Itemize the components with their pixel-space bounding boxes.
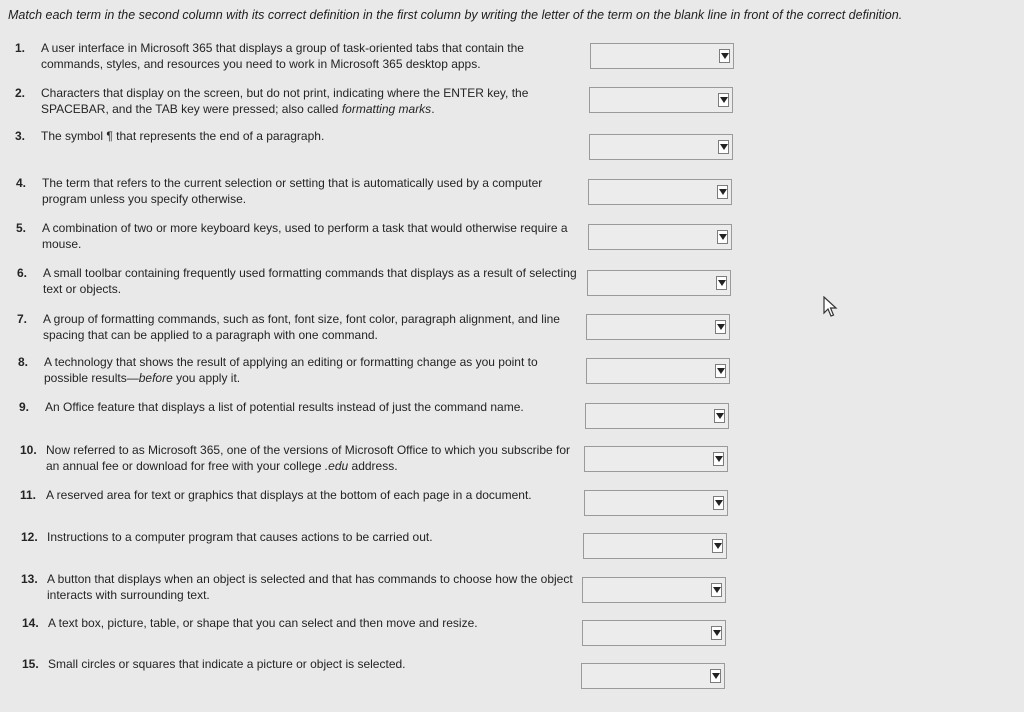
question-number: 1. (15, 41, 26, 55)
question-number: 15. (22, 657, 39, 671)
question-number: 5. (16, 221, 27, 235)
answer-dropdown[interactable] (588, 179, 732, 205)
answer-dropdown[interactable] (583, 533, 727, 559)
question-number: 14. (22, 616, 39, 630)
chevron-down-icon[interactable] (716, 276, 727, 290)
question-text: A group of formatting commands, such as font, font size, font color, paragraph alignment, and line spacing that can be applied to a paragraph with one command. (43, 312, 560, 342)
chevron-down-icon[interactable] (719, 49, 730, 63)
question-number: 2. (15, 86, 26, 100)
question-text: Characters that display on the screen, but do not print, indicating where the ENTER key, the SPACEBAR, and the TAB key were pressed; also called formatting marks. (41, 86, 529, 116)
question-text: A small toolbar containing frequently used formatting commands that displays as a result of selecting text or objects. (43, 266, 577, 296)
question-number: 4. (16, 176, 27, 190)
answer-dropdown[interactable] (584, 446, 728, 472)
question-number: 12. (21, 530, 38, 544)
question-number: 9. (19, 400, 30, 414)
chevron-down-icon[interactable] (715, 364, 726, 378)
chevron-down-icon[interactable] (712, 539, 723, 553)
answer-dropdown[interactable] (586, 358, 730, 384)
question-text: A technology that shows the result of applying an editing or formatting change as you point to possible results—before you apply it. (44, 355, 538, 385)
answer-dropdown[interactable] (582, 620, 726, 646)
answer-dropdown[interactable] (581, 663, 725, 689)
question-text: A button that displays when an object is selected and that has commands to choose how the object interacts with surrounding text. (47, 572, 573, 602)
question-number: 3. (15, 129, 26, 143)
chevron-down-icon[interactable] (715, 320, 726, 334)
answer-dropdown[interactable] (588, 224, 732, 250)
chevron-down-icon[interactable] (714, 409, 725, 423)
answer-dropdown[interactable] (586, 314, 730, 340)
chevron-down-icon[interactable] (717, 185, 728, 199)
chevron-down-icon[interactable] (711, 583, 722, 597)
answer-dropdown[interactable] (582, 577, 726, 603)
question-number: 6. (17, 266, 28, 280)
answer-dropdown[interactable] (585, 403, 729, 429)
answer-dropdown[interactable] (589, 134, 733, 160)
chevron-down-icon[interactable] (718, 93, 729, 107)
question-number: 13. (21, 572, 38, 586)
instructions-text: Match each term in the second column with its correct definition in the first column by writing the letter of the term on the blank line in front of the correct definition. (8, 8, 903, 22)
question-text: Instructions to a computer program that causes actions to be carried out. (47, 530, 433, 544)
question-text: A reserved area for text or graphics that displays at the bottom of each page in a document. (46, 488, 532, 502)
question-text: A text box, picture, table, or shape that you can select and then move and resize. (48, 616, 478, 630)
question-number: 10. (20, 443, 37, 457)
question-text: Now referred to as Microsoft 365, one of the versions of Microsoft Office to which you subscribe for an annual fee or download for free with your college .edu address. (46, 443, 571, 473)
chevron-down-icon[interactable] (718, 140, 729, 154)
question-number: 11. (20, 488, 37, 502)
question-text: A user interface in Microsoft 365 that displays a group of task-oriented tabs that contain the commands, styles, and resources you need to work in Microsoft 365 desktop apps. (41, 41, 524, 71)
question-text: Small circles or squares that indicate a picture or object is selected. (48, 657, 406, 671)
answer-dropdown[interactable] (589, 87, 733, 113)
question-text: The term that refers to the current selection or setting that is automatically used by a computer program unless you specify otherwise. (42, 176, 543, 206)
answer-dropdown[interactable] (590, 43, 734, 69)
question-number: 8. (18, 355, 29, 369)
answer-dropdown[interactable] (587, 270, 731, 296)
chevron-down-icon[interactable] (711, 626, 722, 640)
chevron-down-icon[interactable] (717, 230, 728, 244)
question-number: 7. (17, 312, 28, 326)
chevron-down-icon[interactable] (713, 496, 724, 510)
chevron-down-icon[interactable] (710, 669, 721, 683)
question-text: The symbol ¶ that represents the end of a paragraph. (41, 129, 325, 143)
question-text: An Office feature that displays a list of potential results instead of just the command name. (45, 400, 524, 414)
question-text: A combination of two or more keyboard keys, used to perform a task that would otherwise require a mouse. (42, 221, 568, 251)
chevron-down-icon[interactable] (713, 452, 724, 466)
answer-dropdown[interactable] (584, 490, 728, 516)
mouse-pointer-icon (822, 296, 840, 318)
